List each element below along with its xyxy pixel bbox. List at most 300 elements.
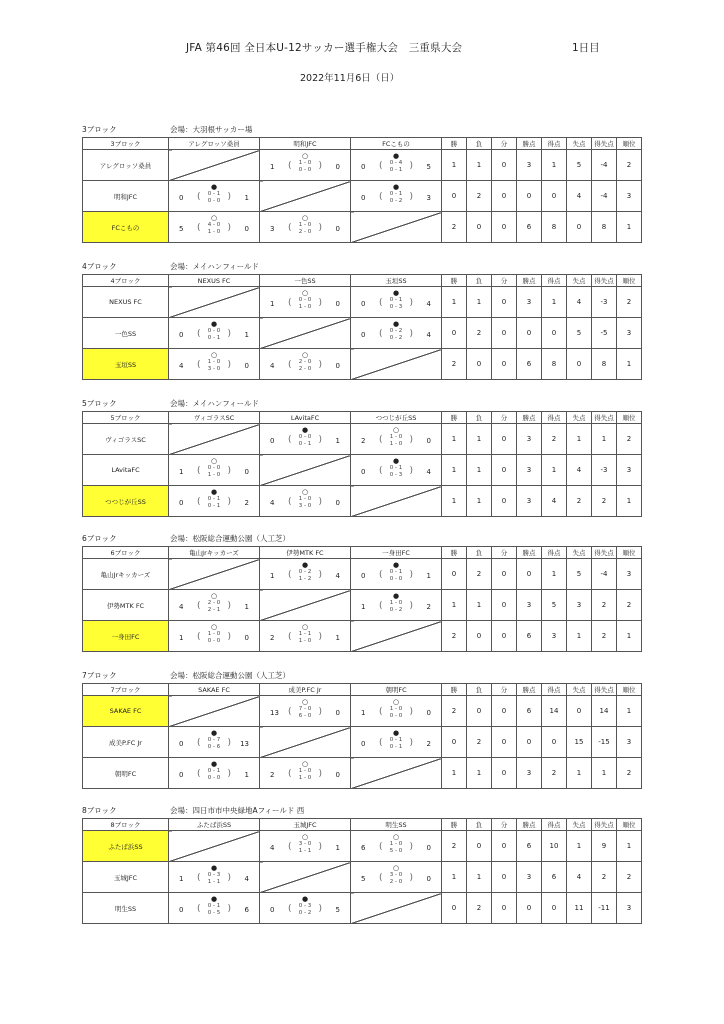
goals-against: 0 (426, 709, 431, 717)
stat-cell: 2 (592, 590, 617, 621)
row-team-name: 成美P.FC Jr (83, 727, 169, 758)
stat-header: 勝 (442, 547, 467, 559)
stat-header: 勝 (442, 275, 467, 287)
match-cell (351, 831, 442, 862)
paren-open: ( (379, 466, 383, 476)
stat-cell: 1 (467, 862, 492, 893)
second-half-score: 1 - 0 (207, 229, 221, 235)
stat-cell: 2 (592, 862, 617, 893)
goals-against: 0 (426, 844, 431, 852)
stat-cell: 3 (517, 424, 542, 455)
result-symbol: ● (210, 183, 218, 191)
row-team-name: 一色SS (83, 318, 169, 349)
goals-for: 1 (361, 603, 366, 611)
venue (170, 533, 290, 544)
result-symbol: ● (301, 895, 309, 903)
stat-header: 勝 (442, 412, 467, 424)
match-cell (351, 287, 442, 318)
result-symbol: ○ (392, 833, 400, 841)
stat-header: 負 (467, 138, 492, 150)
column-team-header: 玉垣SS (351, 275, 442, 287)
second-half-score: 0 - 3 (389, 472, 403, 478)
second-half-score: 2 - 1 (207, 607, 221, 613)
block-section (82, 805, 642, 924)
paren-close: ) (409, 161, 413, 171)
result-symbol: ○ (301, 351, 309, 359)
match-cell (169, 318, 260, 349)
goals-for: 2 (361, 437, 366, 445)
stat-header: 得点 (542, 684, 567, 696)
result-symbol: ○ (392, 426, 400, 434)
stat-cell: 11 (567, 893, 592, 924)
goals-against: 0 (335, 362, 340, 370)
goals-against: 0 (426, 437, 431, 445)
result-symbol: ● (392, 729, 400, 737)
paren-open: ( (197, 360, 201, 370)
row-team-name: SAKAE FC (83, 696, 169, 727)
goals-for: 13 (270, 709, 279, 717)
match-result (351, 455, 441, 485)
paren-close: ) (318, 570, 322, 580)
stat-header: 勝点 (517, 138, 542, 150)
paren-open: ( (379, 601, 383, 611)
first-half-score: 0 - 1 (389, 465, 403, 471)
stat-header: 分 (492, 412, 517, 424)
paren-open: ( (288, 769, 292, 779)
stat-cell: 0 (492, 696, 517, 727)
standings-table (82, 411, 642, 517)
stat-header: 分 (492, 275, 517, 287)
match-cell (260, 424, 351, 455)
stat-cell: 1 (467, 424, 492, 455)
goals-for: 1 (179, 468, 184, 476)
paren-open: ( (379, 738, 383, 748)
goals-against: 0 (244, 225, 249, 233)
match-result (260, 349, 350, 379)
standings-table (82, 818, 642, 924)
stat-cell: 1 (617, 621, 642, 652)
match-cell (169, 621, 260, 652)
match-cell (351, 150, 442, 181)
stat-cell: 4 (542, 486, 567, 517)
first-half-score: 1 - 0 (389, 434, 403, 440)
header-row (83, 547, 642, 559)
second-half-score: 0 - 0 (389, 713, 403, 719)
table-row (83, 318, 642, 349)
stat-cell: 2 (617, 287, 642, 318)
stat-cell: 0 (467, 212, 492, 243)
goals-against: 4 (426, 468, 431, 476)
goals-for: 0 (179, 331, 184, 339)
stat-header: 負 (467, 412, 492, 424)
column-team-header: 成美P.FC Jr (260, 684, 351, 696)
match-result (351, 424, 441, 454)
stat-cell: 1 (442, 486, 467, 517)
match-cell (351, 727, 442, 758)
second-half-score: 6 - 0 (298, 713, 312, 719)
stat-header: 分 (492, 684, 517, 696)
goals-against: 2 (244, 499, 249, 507)
stat-cell: 2 (467, 181, 492, 212)
stat-header: 失点 (567, 684, 592, 696)
first-half-score: 0 - 3 (298, 903, 312, 909)
stat-header: 分 (492, 138, 517, 150)
table-row (83, 349, 642, 380)
venue-name: 四日市市中央緑地Aフィールド 西 (192, 806, 305, 815)
stat-header: 得点 (542, 138, 567, 150)
stat-cell: 0 (492, 727, 517, 758)
venue-name: 松阪総合運動公園（人工芝） (192, 534, 290, 543)
match-cell (169, 212, 260, 243)
column-team-header: NEXUS FC (169, 275, 260, 287)
stat-cell: 1 (567, 831, 592, 862)
result-symbol: ○ (301, 833, 309, 841)
block-header (82, 261, 642, 274)
row-team-name: 亀山Jrキッカーズ (83, 559, 169, 590)
table-row (83, 287, 642, 318)
paren-close: ) (409, 707, 413, 717)
first-half-score: 7 - 0 (298, 706, 312, 712)
first-half-score: 0 - 1 (207, 903, 221, 909)
second-half-score: 3 - 0 (207, 366, 221, 372)
table-row (83, 212, 642, 243)
paren-close: ) (318, 161, 322, 171)
first-half-score: 0 - 1 (207, 496, 221, 502)
paren-open: ( (197, 329, 201, 339)
match-result (260, 424, 350, 454)
match-result (351, 590, 441, 620)
stat-cell: 0 (442, 181, 467, 212)
goals-against: 2 (426, 740, 431, 748)
stat-header: 分 (492, 547, 517, 559)
table-row (83, 424, 642, 455)
goals-for: 5 (179, 225, 184, 233)
stat-cell: 8 (592, 349, 617, 380)
day-label: 1日目 (572, 42, 600, 54)
goals-against: 0 (244, 468, 249, 476)
paren-close: ) (227, 223, 231, 233)
column-team-header: ふたば浜SS (169, 819, 260, 831)
stat-cell: 2 (617, 150, 642, 181)
goals-against: 0 (244, 634, 249, 642)
paren-close: ) (318, 707, 322, 717)
block-section (82, 398, 642, 517)
row-team-name: ヴィゴラスSC (83, 424, 169, 455)
stat-cell: 5 (542, 590, 567, 621)
diagonal-cell (351, 621, 442, 652)
diagonal-cell (260, 590, 351, 621)
stat-cell: 0 (492, 349, 517, 380)
goals-for: 0 (270, 906, 275, 914)
corner-cell: 8ブロック (83, 819, 169, 831)
second-half-score: 0 - 0 (207, 775, 221, 781)
stat-cell: -3 (592, 287, 617, 318)
stat-cell: 0 (492, 212, 517, 243)
match-cell (351, 559, 442, 590)
column-team-header: 明生SS (351, 819, 442, 831)
goals-against: 1 (426, 572, 431, 580)
stat-cell: 0 (492, 455, 517, 486)
result-symbol: ● (301, 561, 309, 569)
header-row (83, 819, 642, 831)
match-result (169, 590, 259, 620)
venue (170, 124, 252, 135)
row-team-name: NEXUS FC (83, 287, 169, 318)
venue-name: メイハンフィールド (192, 262, 259, 271)
goals-for: 0 (361, 300, 366, 308)
diagonal-cell (169, 150, 260, 181)
match-result (169, 758, 259, 788)
corner-cell: 6ブロック (83, 547, 169, 559)
goals-for: 2 (270, 634, 275, 642)
goals-for: 1 (270, 572, 275, 580)
stat-header: 失点 (567, 275, 592, 287)
stat-cell: 3 (517, 862, 542, 893)
match-cell (169, 590, 260, 621)
stat-header: 勝 (442, 819, 467, 831)
paren-open: ( (288, 632, 292, 642)
first-half-score: 3 - 0 (298, 841, 312, 847)
stat-cell: 14 (542, 696, 567, 727)
corner-cell: 5ブロック (83, 412, 169, 424)
stat-cell: 1 (442, 590, 467, 621)
result-symbol: ● (392, 561, 400, 569)
stat-cell: 2 (467, 318, 492, 349)
paren-close: ) (318, 904, 322, 914)
stat-header: 失点 (567, 819, 592, 831)
second-half-score: 1 - 0 (207, 472, 221, 478)
column-team-header: 玉城JFC (260, 819, 351, 831)
stat-header: 得点 (542, 547, 567, 559)
match-cell (260, 150, 351, 181)
table-row (83, 590, 642, 621)
paren-open: ( (288, 497, 292, 507)
stat-cell: 3 (517, 455, 542, 486)
column-team-header: 伊勢MTK FC (260, 547, 351, 559)
stat-cell: 3 (617, 559, 642, 590)
table-row (83, 559, 642, 590)
paren-open: ( (197, 601, 201, 611)
diagonal-cell (169, 287, 260, 318)
goals-against: 0 (335, 499, 340, 507)
header-row (83, 275, 642, 287)
venue-label: 会場： (170, 125, 193, 134)
diagonal-cell (169, 696, 260, 727)
match-cell (351, 318, 442, 349)
result-symbol: ○ (210, 351, 218, 359)
stat-header: 失点 (567, 547, 592, 559)
row-team-name: 明生SS (83, 893, 169, 924)
stat-cell: 6 (517, 621, 542, 652)
match-cell (260, 696, 351, 727)
paren-close: ) (409, 738, 413, 748)
first-half-score: 1 - 0 (389, 841, 403, 847)
paren-close: ) (318, 223, 322, 233)
goals-for: 0 (361, 331, 366, 339)
match-result (260, 287, 350, 317)
stat-cell: 0 (567, 696, 592, 727)
result-symbol: ● (210, 895, 218, 903)
match-result (351, 831, 441, 861)
row-team-name: 一身田FC (83, 621, 169, 652)
paren-close: ) (318, 360, 322, 370)
goals-against: 0 (335, 300, 340, 308)
stat-cell: 2 (617, 862, 642, 893)
stat-header: 順位 (617, 138, 642, 150)
match-result (169, 862, 259, 892)
second-half-score: 1 - 0 (389, 441, 403, 447)
stat-cell: 3 (517, 758, 542, 789)
stat-cell: 0 (492, 893, 517, 924)
stat-cell: 1 (467, 455, 492, 486)
match-cell (351, 862, 442, 893)
block-name: 8ブロック (82, 806, 117, 815)
match-cell (260, 486, 351, 517)
stat-cell: 0 (467, 349, 492, 380)
match-result (169, 486, 259, 516)
row-team-name: 朝明FC (83, 758, 169, 789)
stat-header: 順位 (617, 547, 642, 559)
stat-cell: 6 (517, 831, 542, 862)
stat-cell: 0 (492, 590, 517, 621)
result-symbol: ○ (210, 214, 218, 222)
stat-cell: 2 (592, 621, 617, 652)
paren-open: ( (197, 223, 201, 233)
column-team-header: 朝明FC (351, 684, 442, 696)
stat-cell: 3 (542, 621, 567, 652)
paren-open: ( (288, 707, 292, 717)
result-symbol: ● (210, 488, 218, 496)
goals-against: 0 (335, 709, 340, 717)
row-team-name: 明和JFC (83, 181, 169, 212)
stat-header: 負 (467, 819, 492, 831)
match-result (260, 831, 350, 861)
row-team-name: 伊勢MTK FC (83, 590, 169, 621)
paren-close: ) (318, 842, 322, 852)
result-symbol: ○ (301, 488, 309, 496)
goals-for: 0 (179, 906, 184, 914)
paren-open: ( (288, 435, 292, 445)
stat-cell: 0 (517, 727, 542, 758)
block-header (82, 398, 642, 411)
first-half-score: 1 - 0 (389, 706, 403, 712)
table-row (83, 150, 642, 181)
first-half-score: 1 - 1 (298, 631, 312, 637)
goals-for: 0 (179, 740, 184, 748)
stat-cell: 8 (592, 212, 617, 243)
stat-header: 得失点 (592, 412, 617, 424)
diagonal-cell (169, 559, 260, 590)
goals-for: 0 (361, 163, 366, 171)
result-symbol: ○ (392, 698, 400, 706)
stat-cell: 3 (517, 486, 542, 517)
first-half-score: 1 - 0 (298, 768, 312, 774)
result-symbol: ● (392, 289, 400, 297)
goals-against: 0 (335, 225, 340, 233)
stat-cell: 6 (517, 696, 542, 727)
stat-cell: -4 (592, 181, 617, 212)
paren-close: ) (409, 873, 413, 883)
block-name: 6ブロック (82, 534, 117, 543)
stat-cell: 5 (567, 150, 592, 181)
paren-close: ) (409, 435, 413, 445)
stat-cell: 2 (617, 424, 642, 455)
venue-label: 会場： (170, 806, 193, 815)
stat-header: 得失点 (592, 275, 617, 287)
first-half-score: 0 - 1 (389, 297, 403, 303)
match-result (169, 212, 259, 242)
paren-open: ( (379, 707, 383, 717)
goals-against: 1 (244, 331, 249, 339)
paren-open: ( (288, 904, 292, 914)
paren-open: ( (288, 223, 292, 233)
venue (170, 670, 290, 681)
paren-close: ) (227, 329, 231, 339)
stat-header: 負 (467, 547, 492, 559)
goals-against: 13 (240, 740, 249, 748)
first-half-score: 0 - 1 (207, 191, 221, 197)
stat-cell: 3 (517, 287, 542, 318)
paren-open: ( (197, 769, 201, 779)
paren-open: ( (197, 738, 201, 748)
stat-cell: 3 (617, 727, 642, 758)
paren-close: ) (227, 192, 231, 202)
diagonal-cell (260, 727, 351, 758)
goals-for: 0 (179, 771, 184, 779)
stat-cell: 6 (542, 862, 567, 893)
stat-cell: 1 (442, 424, 467, 455)
first-half-score: 0 - 0 (207, 465, 221, 471)
goals-for: 4 (179, 362, 184, 370)
stat-cell: 1 (617, 696, 642, 727)
second-half-score: 1 - 0 (298, 775, 312, 781)
stat-header: 負 (467, 275, 492, 287)
column-team-header: アレグロッソ桑員 (169, 138, 260, 150)
first-half-score: 2 - 0 (207, 600, 221, 606)
block-section (82, 124, 642, 243)
stat-cell: 2 (592, 486, 617, 517)
page-title: JFA 第46回 全日本U-12サッカー選手権大会 三重県大会 (186, 42, 463, 54)
stat-cell: 0 (517, 318, 542, 349)
stat-cell: 0 (492, 621, 517, 652)
stat-cell: 1 (617, 212, 642, 243)
stat-cell: 1 (542, 150, 567, 181)
paren-close: ) (227, 497, 231, 507)
header-row (83, 412, 642, 424)
standings-table (82, 137, 642, 243)
first-half-score: 1 - 0 (298, 496, 312, 502)
goals-for: 0 (361, 194, 366, 202)
paren-open: ( (379, 435, 383, 445)
result-symbol: ● (210, 864, 218, 872)
goals-for: 0 (361, 572, 366, 580)
match-result (169, 727, 259, 757)
venue-label: 会場： (170, 262, 193, 271)
goals-against: 3 (426, 194, 431, 202)
match-cell (351, 696, 442, 727)
stat-cell: 0 (467, 831, 492, 862)
match-result (260, 486, 350, 516)
stat-cell: 2 (617, 758, 642, 789)
table-row (83, 893, 642, 924)
result-symbol: ● (210, 760, 218, 768)
paren-open: ( (379, 161, 383, 171)
stat-header: 順位 (617, 412, 642, 424)
match-cell (260, 559, 351, 590)
stat-cell: 1 (467, 758, 492, 789)
second-half-score: 0 - 2 (298, 910, 312, 916)
result-symbol: ○ (301, 760, 309, 768)
